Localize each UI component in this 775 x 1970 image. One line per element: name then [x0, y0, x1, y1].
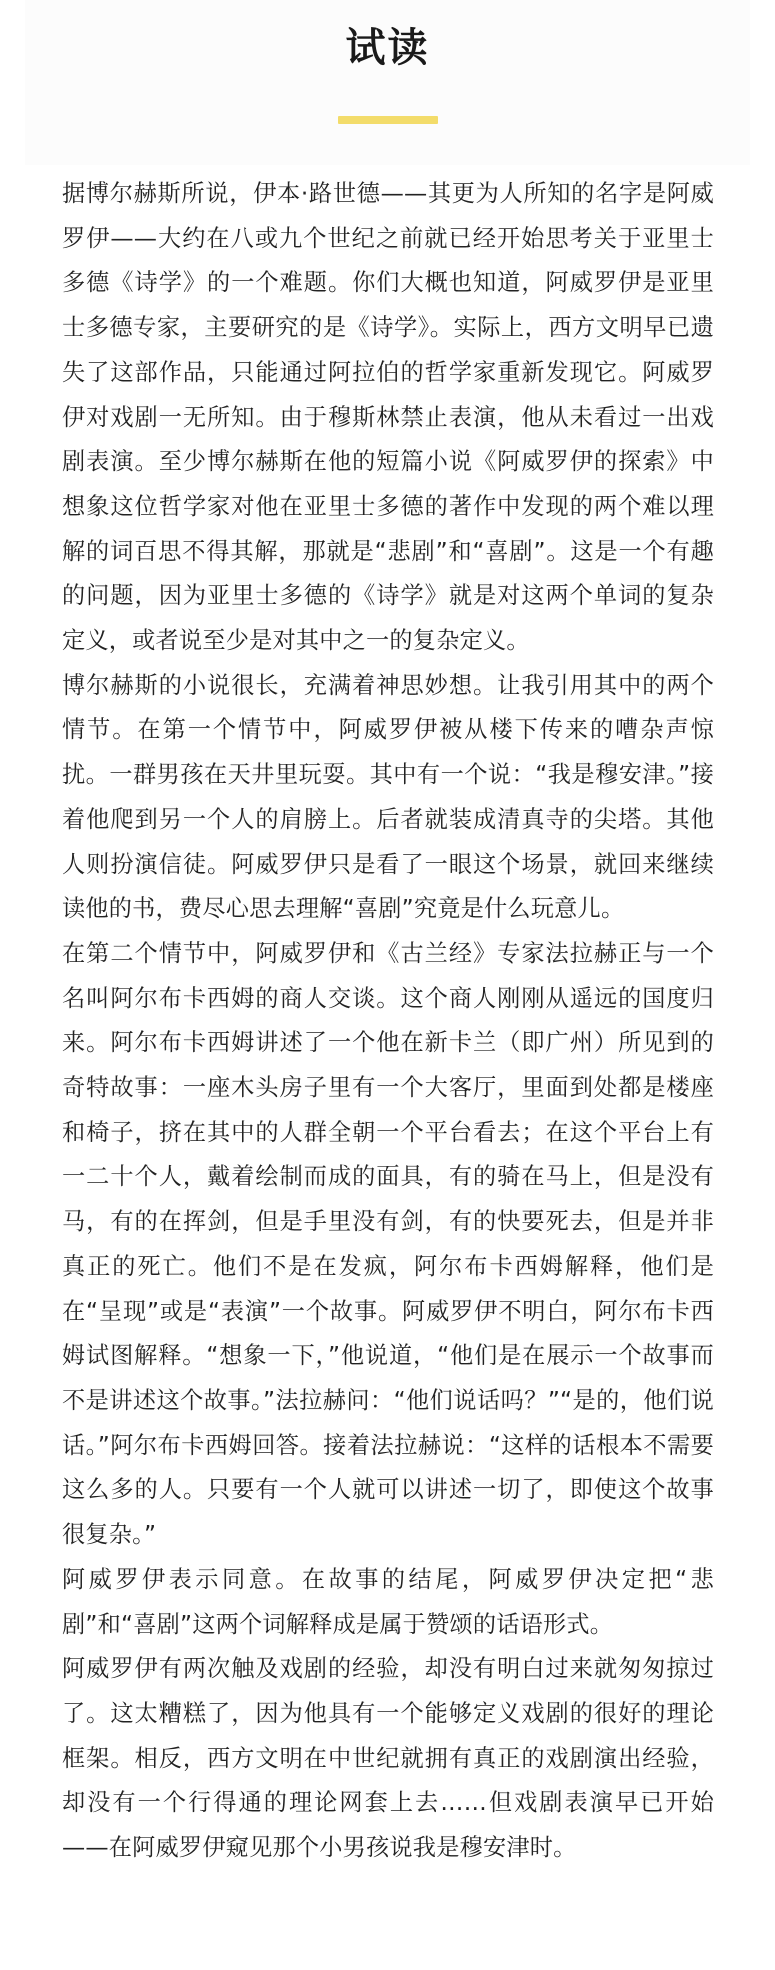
- article-body: [62, 172, 714, 1871]
- paragraph-4: 阿威罗伊表示同意。在故事的结尾，阿威罗伊决定把“悲剧”和“喜剧”这两个词解释成是属于赞颂的话语形式。: [62, 1565, 714, 1638]
- paragraph-5: 阿威罗伊有两次触及戏剧的经验，却没有明白过来就匆匆掠过了。这太糟糕了，因为他具有一个能够定义戏剧的很好的理论框架。相反，西方文明在中世纪就拥有真正的戏剧演出经验，却没有一个行得通的理论网套上去……但戏剧表演早已开始——在阿威罗伊窥见那个小男孩说我是穆安津时。: [62, 1655, 714, 1862]
- page-title: 试读: [345, 25, 430, 71]
- paragraph-1: 据博尔赫斯所说，伊本·路世德——其更为人所知的名字是阿威罗伊——大约在八或九个世纪之前就已经开始思考关于亚里士多德《诗学》的一个难题。你们大概也知道，阿威罗伊是亚里士多德专家，主要研究的是《诗学》。实际上，西方文明早已遗失了这部作品，只能通过阿拉伯的哲学家重新发现它。阿威罗伊对戏剧一无所知。由于穆斯林禁止表演，他从未看过一出戏剧表演。至少博尔赫斯在他的短篇小说《阿威罗伊的探索》中想象这位哲学家对他在亚里士多德的著作中发现的两个难以理解的词百思不得其解，那就是“悲剧”和“喜剧”。这是一个有趣的问题，因为亚里士多德的《诗学》就是对这两个单词的复杂定义，或者说至少是对其中之一的复杂定义。: [62, 180, 714, 655]
- paragraph-3: 在第二个情节中，阿威罗伊和《古兰经》专家法拉赫正与一个名叫阿尔布卡西姆的商人交谈。这个商人刚刚从遥远的国度归来。阿尔布卡西姆讲述了一个他在新卡兰（即广州）所见到的奇特故事：一座木头房子里有一个大客厅，里面到处都是楼座和椅子，挤在其中的人群全朝一个平台看去；在这个平台上有一二十个人，戴着绘制而成的面具，有的骑在马上，但是没有马，有的在挥剑，但是手里没有剑，有的快要死去，但是并非真正的死亡。他们不是在发疯，阿尔布卡西姆解释，他们是在“呈现”或是“表演”一个故事。阿威罗伊不明白，阿尔布卡西姆试图解释。“想象一下，”他说道，“他们是在展示一个故事而不是讲述这个故事。”法拉赫问：“他们说话吗？”“是的，他们说话。”阿尔布卡西姆回答。接着法拉赫说：“这样的话根本不需要这么多的人。只要有一个人就可以讲述一切了，即使这个故事很复杂。”: [62, 939, 714, 1549]
- title-underline-bar: [338, 116, 438, 124]
- paragraph-2: 博尔赫斯的小说很长，充满着神思妙想。让我引用其中的两个情节。在第一个情节中，阿威罗伊被从楼下传来的嘈杂声惊扰。一群男孩在天井里玩耍。其中有一个说：“我是穆安津。”接着他爬到另一个人的肩膀上。后者就装成清真寺的尖塔。其他人则扮演信徒。阿威罗伊只是看了一眼这个场景，就回来继续读他的书，费尽心思去理解“喜剧”究竟是什么玩意儿。: [62, 671, 714, 923]
- page-header: [25, 0, 750, 165]
